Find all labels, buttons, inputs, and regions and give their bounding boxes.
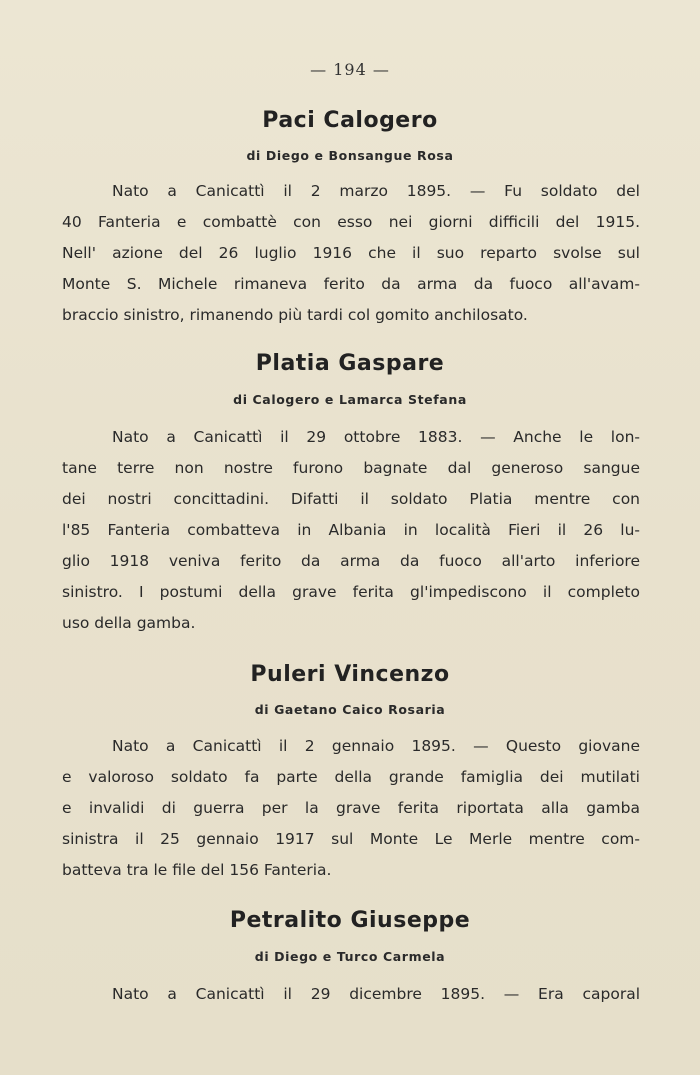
entry-parents: di Diego e Turco Carmela bbox=[254, 949, 446, 964]
text-line: Nato a Canicattì il 29 dicembre 1895. — Era caporal bbox=[112, 985, 640, 1003]
text-line: Nato a Canicattì il 2 marzo 1895. — Fu soldato del bbox=[112, 182, 640, 200]
text-line: l'85 Fanteria combatteva in Albania in località Fieri il 26 lu- bbox=[62, 521, 640, 539]
text-line: sinistra il 25 gennaio 1917 sul Monte Le Merle mentre com- bbox=[62, 830, 640, 848]
entry-text bbox=[62, 979, 640, 1010]
entry-parents: di Diego e Bonsangue Rosa bbox=[246, 148, 454, 163]
entry-parents: di Calogero e Lamarca Stefana bbox=[233, 392, 467, 407]
text-line: Nato a Canicattì il 2 gennaio 1895. — Questo giovane bbox=[112, 737, 640, 755]
text-line: braccio sinistro, rimanendo più tardi col gomito anchilosato. bbox=[62, 306, 528, 324]
text-line: e valoroso soldato fa parte della grande famiglia dei mutilati bbox=[62, 768, 640, 786]
text-line: sinistro. I postumi della grave ferita gl'impediscono il completo bbox=[62, 583, 640, 601]
entry-name: Platia Gaspare bbox=[255, 351, 445, 376]
text-line: dei nostri concittadini. Difatti il soldato Platia mentre con bbox=[62, 490, 640, 508]
entry-name: Paci Calogero bbox=[262, 108, 438, 133]
text-line: Nato a Canicattì il 29 ottobre 1883. — Anche le lon- bbox=[112, 428, 640, 446]
text-line: 40 Fanteria e combattè con esso nei giorni difficili del 1915. bbox=[62, 213, 640, 231]
text-line: e invalidi di guerra per la grave ferita riportata alla gamba bbox=[62, 799, 640, 817]
text-line: tane terre non nostre furono bagnate dal generoso sangue bbox=[62, 459, 640, 477]
entry-text bbox=[62, 176, 640, 331]
entry-parents: di Gaetano Caico Rosaria bbox=[254, 702, 446, 717]
entry-name: Petralito Giuseppe bbox=[229, 908, 471, 933]
text-line: glio 1918 veniva ferito da arma da fuoco all'arto inferiore bbox=[62, 552, 640, 570]
text-line: Monte S. Michele rimaneva ferito da arma da fuoco all'avam- bbox=[62, 275, 640, 293]
page-number: — 194 — bbox=[310, 60, 390, 79]
text-line: uso della gamba. bbox=[62, 614, 196, 632]
entry-text bbox=[62, 731, 640, 886]
text-line: batteva tra le file del 156 Fanteria. bbox=[62, 861, 332, 879]
entry-text bbox=[62, 422, 640, 639]
text-line: Nell' azione del 26 luglio 1916 che il suo reparto svolse sul bbox=[62, 244, 640, 262]
entry-name: Puleri Vincenzo bbox=[250, 662, 450, 687]
